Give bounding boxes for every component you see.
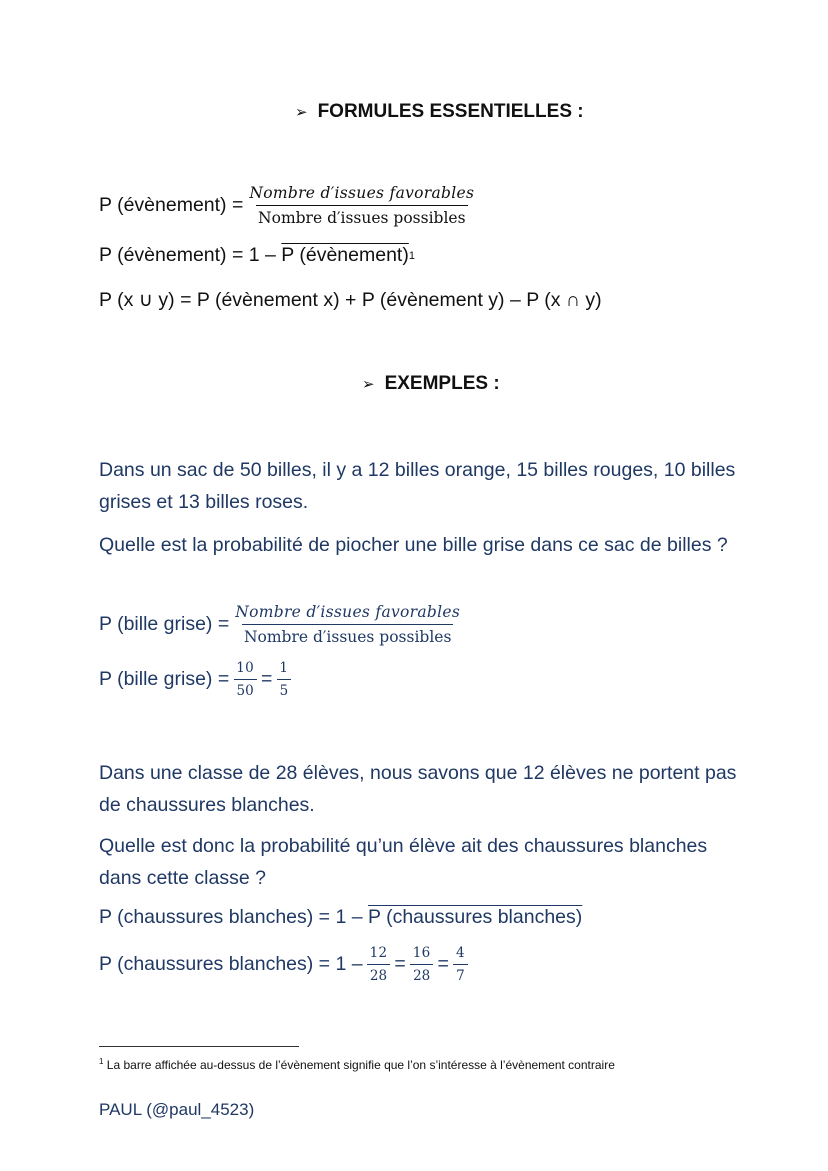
fraction <box>247 184 476 227</box>
example1-result <box>99 660 295 699</box>
fraction <box>233 603 462 646</box>
formula-left: P (évènement) = <box>99 194 244 216</box>
numerator: Nombre d′issues favorables <box>235 603 461 621</box>
equals-sign: = <box>437 953 449 975</box>
numerator: 4 <box>455 945 465 961</box>
example2-formula <box>99 906 582 929</box>
formula-left: P (chaussures blanches) = 1 – <box>99 953 363 975</box>
numerator: 12 <box>369 945 388 961</box>
heading-text: FORMULES ESSENTIELLES : <box>317 101 584 122</box>
section-heading-formulas <box>295 101 584 123</box>
equals-sign: = <box>394 953 406 975</box>
numerator: 16 <box>412 945 431 961</box>
formula-complement <box>99 244 415 267</box>
footnote <box>99 1057 615 1072</box>
footnote-mark: 1 <box>99 1057 104 1066</box>
arrow-bullet-icon: ➢ <box>295 104 308 121</box>
author-signature: PAUL (@paul_4523) <box>99 1100 255 1119</box>
overlined-event: P (chaussures blanches) <box>368 906 583 928</box>
fraction <box>367 945 391 984</box>
formula-left: P (bille grise) = <box>99 668 230 690</box>
footnote-text: La barre affichée au-dessus de l’évènement signifie que l’on s’intéresse à l’évènement contraire <box>103 1058 615 1072</box>
fraction <box>453 945 468 984</box>
denominator: Nombre d′issues possibles <box>242 624 454 646</box>
heading-text: EXEMPLES : <box>384 373 500 394</box>
footnote-mark: 1 <box>408 249 415 262</box>
formula-probability-definition <box>99 184 480 227</box>
example1-statement: Dans un sac de 50 billes, il y a 12 billes orange, 15 billes rouges, 10 billes grises et 13 billes roses. <box>99 459 736 513</box>
formula-left: P (évènement) = 1 – <box>99 244 282 266</box>
example2-statement: Dans une classe de 28 élèves, nous savons que 12 élèves ne portent pas de chaussures blanches. <box>99 762 737 816</box>
denominator: 7 <box>453 964 468 984</box>
overlined-event: P (évènement) <box>281 244 409 266</box>
equals-sign: = <box>261 668 273 690</box>
denominator: Nombre d′issues possibles <box>256 205 468 227</box>
numerator: Nombre d′issues favorables <box>249 184 475 202</box>
denominator: 28 <box>410 964 433 984</box>
formula-left: P (chaussures blanches) = 1 – <box>99 906 369 928</box>
example2-result <box>99 945 472 984</box>
arrow-bullet-icon: ➢ <box>362 376 375 393</box>
fraction <box>410 945 434 984</box>
denominator: 50 <box>234 679 257 699</box>
section-heading-examples <box>362 373 500 395</box>
fraction <box>276 660 291 699</box>
example1-formula <box>99 603 466 646</box>
numerator: 10 <box>236 660 255 676</box>
numerator: 1 <box>279 660 289 676</box>
formula-union: P (x ∪ y) = P (évènement x) + P (évènement y) – P (x ∩ y) <box>99 289 602 311</box>
formula-left: P (bille grise) = <box>99 613 230 635</box>
denominator: 5 <box>277 679 292 699</box>
fraction <box>233 660 257 699</box>
example2-question: Quelle est donc la probabilité qu’un élève ait des chaussures blanches dans cette classe ? <box>99 835 708 889</box>
denominator: 28 <box>367 964 390 984</box>
footnote-separator <box>99 1046 299 1047</box>
example1-question: Quelle est la probabilité de piocher une bille grise dans ce sac de billes ? <box>99 534 728 556</box>
